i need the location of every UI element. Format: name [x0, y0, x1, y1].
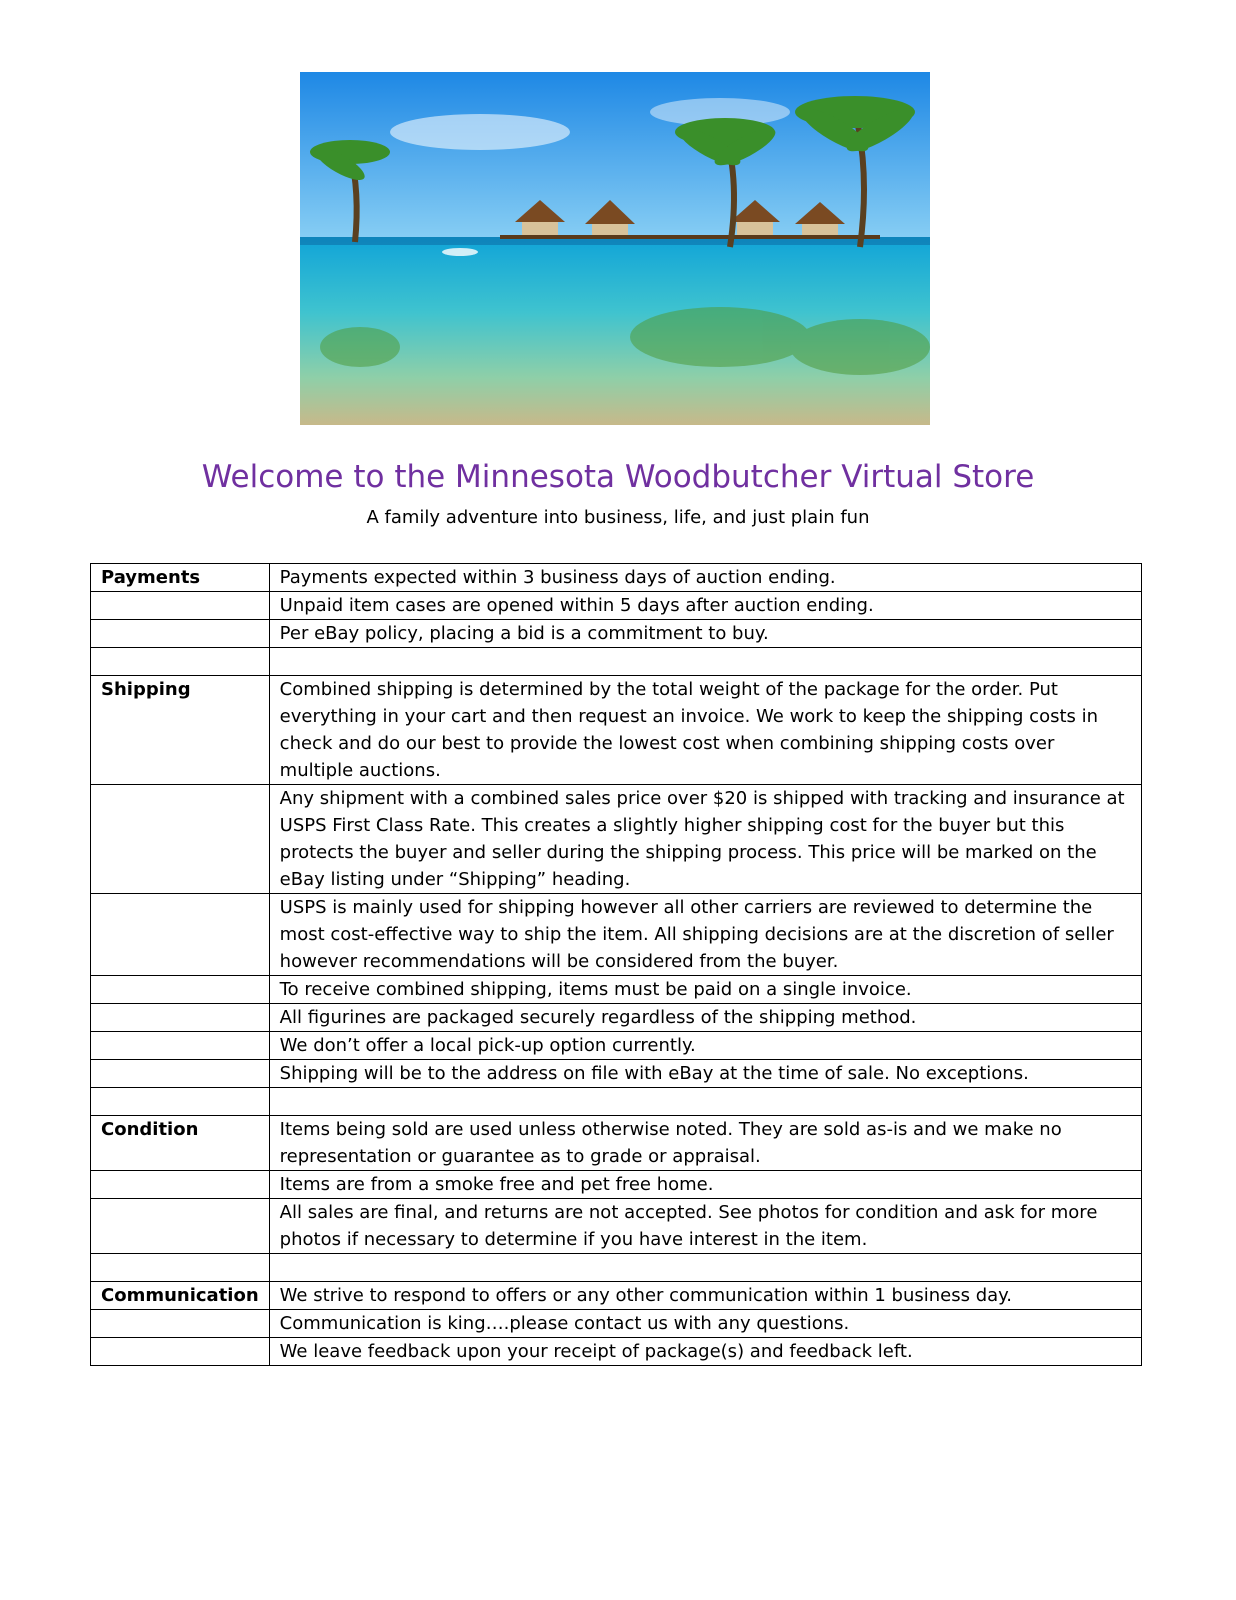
- policy-text: Per eBay policy, placing a bid is a commitment to buy.: [269, 620, 1141, 648]
- category-shipping: Shipping: [91, 676, 270, 785]
- policy-text: Items being sold are used unless otherwise noted. They are sold as-is and we make no representation or guarantee as to grade or appraisal.: [269, 1116, 1141, 1171]
- policy-table: [90, 563, 1142, 1366]
- table-row: [91, 676, 1142, 785]
- table-row-spacer: [91, 1088, 1142, 1116]
- table-row: [91, 1060, 1142, 1088]
- table-row: [91, 1171, 1142, 1199]
- tropical-beach-image: [300, 72, 930, 425]
- category-empty: [91, 1254, 270, 1282]
- policy-text: Shipping will be to the address on file with eBay at the time of sale. No exceptions.: [269, 1060, 1141, 1088]
- table-row: [91, 1338, 1142, 1366]
- policy-text: We leave feedback upon your receipt of package(s) and feedback left.: [269, 1338, 1141, 1366]
- category-empty: [91, 1199, 270, 1254]
- policy-text-empty: [269, 1254, 1141, 1282]
- category-empty: [91, 648, 270, 676]
- policy-text-empty: [269, 1088, 1141, 1116]
- category-empty: [91, 785, 270, 894]
- table-row: [91, 1004, 1142, 1032]
- policy-text: We don’t offer a local pick-up option currently.: [269, 1032, 1141, 1060]
- table-row: [91, 592, 1142, 620]
- table-row: [91, 976, 1142, 1004]
- page-subtitle: A family adventure into business, life, and just plain fun: [366, 507, 870, 528]
- policy-text-empty: [269, 648, 1141, 676]
- policy-text: Unpaid item cases are opened within 5 days after auction ending.: [269, 592, 1141, 620]
- table-row: [91, 1199, 1142, 1254]
- category-empty: [91, 1060, 270, 1088]
- table-row: [91, 1310, 1142, 1338]
- category-empty: [91, 1088, 270, 1116]
- category-empty: [91, 1171, 270, 1199]
- policy-text: Communication is king….please contact us with any questions.: [269, 1310, 1141, 1338]
- table-row-spacer: [91, 1254, 1142, 1282]
- table-row: [91, 785, 1142, 894]
- table-row: [91, 894, 1142, 976]
- table-row: [91, 564, 1142, 592]
- category-communication: Communication: [91, 1282, 270, 1310]
- policy-text: All sales are final, and returns are not accepted. See photos for condition and ask for more photos if necessary to determine if you have interest in the item.: [269, 1199, 1141, 1254]
- category-payments: Payments: [91, 564, 270, 592]
- policy-text: All figurines are packaged securely regardless of the shipping method.: [269, 1004, 1141, 1032]
- table-row: [91, 1116, 1142, 1171]
- category-empty: [91, 1004, 270, 1032]
- beach-scene-icon: [300, 72, 930, 425]
- page-title: Welcome to the Minnesota Woodbutcher Virtual Store: [201, 459, 1035, 495]
- policy-text: Payments expected within 3 business days of auction ending.: [269, 564, 1141, 592]
- policy-text: Any shipment with a combined sales price over $20 is shipped with tracking and insurance at USPS First Class Rate. This creates a slightly higher shipping cost for the buyer but this protects the buyer and seller during the shipping process. This price will be marked on the eBay listing under “Shipping” heading.: [269, 785, 1141, 894]
- table-row: [91, 620, 1142, 648]
- category-empty: [91, 976, 270, 1004]
- policy-text: USPS is mainly used for shipping however all other carriers are reviewed to determine the most cost-effective way to ship the item. All shipping decisions are at the discretion of seller however recommendations will be considered from the buyer.: [269, 894, 1141, 976]
- category-empty: [91, 592, 270, 620]
- policy-text: We strive to respond to offers or any other communication within 1 business day.: [269, 1282, 1141, 1310]
- policy-text: To receive combined shipping, items must be paid on a single invoice.: [269, 976, 1141, 1004]
- category-empty: [91, 894, 270, 976]
- table-row: [91, 1032, 1142, 1060]
- policy-text: Items are from a smoke free and pet free home.: [269, 1171, 1141, 1199]
- category-empty: [91, 1338, 270, 1366]
- table-row-spacer: [91, 648, 1142, 676]
- category-empty: [91, 620, 270, 648]
- category-empty: [91, 1032, 270, 1060]
- category-empty: [91, 1310, 270, 1338]
- policy-text: Combined shipping is determined by the total weight of the package for the order. Put everything in your cart and then request an invoice. We work to keep the shipping costs in check and do our best to provide the lowest cost when combining shipping costs over multiple auctions.: [269, 676, 1141, 785]
- table-row: [91, 1282, 1142, 1310]
- category-condition: Condition: [91, 1116, 270, 1171]
